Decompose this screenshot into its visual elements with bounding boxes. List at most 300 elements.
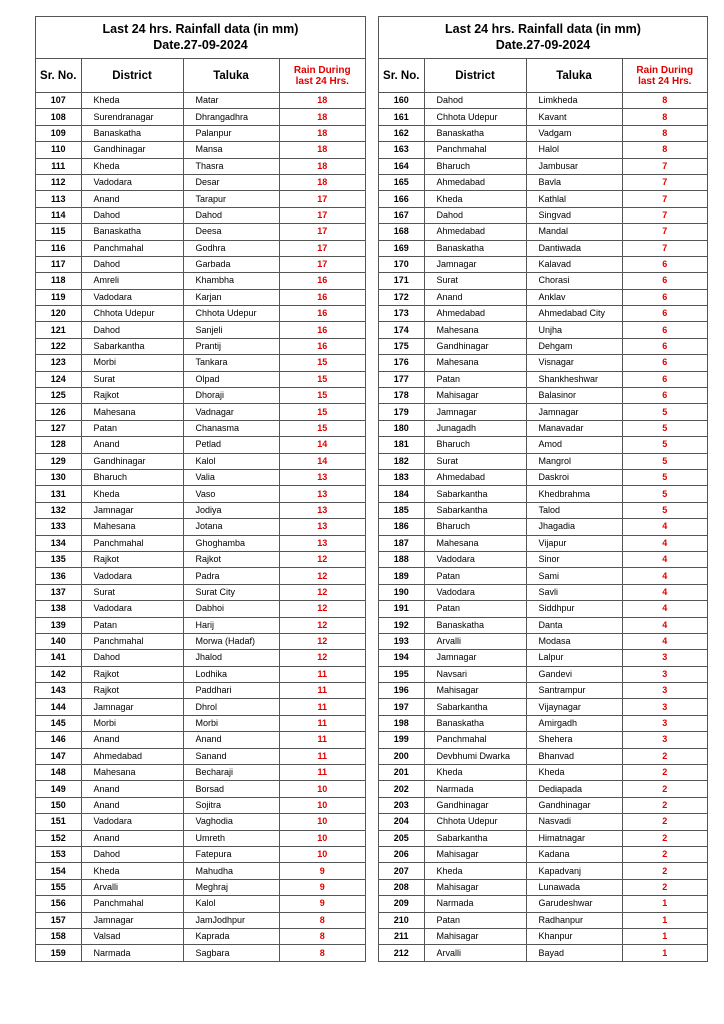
district-cell: Gandhinagar	[424, 797, 526, 813]
rain-cell: 13	[279, 502, 365, 518]
taluka-cell: Sinor	[526, 551, 622, 567]
taluka-cell: Chanasma	[183, 420, 279, 436]
taluka-cell: Dhrangadhra	[183, 109, 279, 125]
district-cell: Chhota Udepur	[424, 814, 526, 830]
table-row	[379, 732, 707, 748]
table-row	[379, 289, 707, 305]
sr-cell: 111	[36, 158, 81, 174]
sr-cell: 200	[379, 748, 424, 764]
rain-cell: 15	[279, 404, 365, 420]
table-row	[379, 912, 707, 928]
header-district: District	[81, 59, 183, 93]
rain-cell: 12	[279, 551, 365, 567]
table-row	[36, 502, 365, 518]
district-cell: Narmada	[424, 896, 526, 912]
table-row	[379, 256, 707, 272]
table-row	[36, 863, 365, 879]
sr-cell: 175	[379, 338, 424, 354]
district-cell: Patan	[81, 420, 183, 436]
taluka-cell: Dediapada	[526, 781, 622, 797]
taluka-cell: Kadana	[526, 846, 622, 862]
sr-cell: 185	[379, 502, 424, 518]
table-row	[379, 453, 707, 469]
taluka-cell: Vadgam	[526, 125, 622, 141]
taluka-cell: JamJodhpur	[183, 912, 279, 928]
district-cell: Sabarkantha	[424, 486, 526, 502]
district-cell: Dahod	[424, 207, 526, 223]
sr-cell: 139	[36, 617, 81, 633]
taluka-cell: Garudeshwar	[526, 896, 622, 912]
table-row	[36, 781, 365, 797]
sr-cell: 142	[36, 666, 81, 682]
taluka-cell: Kathlal	[526, 191, 622, 207]
table-row	[379, 502, 707, 518]
taluka-cell: Jhagadia	[526, 519, 622, 535]
table-row	[36, 928, 365, 944]
rain-cell: 6	[622, 355, 707, 371]
rain-cell: 12	[279, 584, 365, 600]
sr-cell: 134	[36, 535, 81, 551]
taluka-cell: Kalol	[183, 453, 279, 469]
sr-cell: 123	[36, 355, 81, 371]
rain-cell: 3	[622, 732, 707, 748]
table-row	[379, 928, 707, 944]
rain-cell: 10	[279, 830, 365, 846]
table-row	[36, 240, 365, 256]
table-row	[379, 93, 707, 109]
sr-cell: 158	[36, 928, 81, 944]
header-rain-line1: Rain During	[636, 64, 694, 76]
table-row	[379, 469, 707, 485]
table-row	[379, 797, 707, 813]
district-cell: Ahmedabad	[81, 748, 183, 764]
table-row	[36, 469, 365, 485]
table-row	[379, 699, 707, 715]
sr-cell: 204	[379, 814, 424, 830]
table-row	[36, 109, 365, 125]
rain-cell: 7	[622, 174, 707, 190]
rain-cell: 17	[279, 207, 365, 223]
taluka-cell: Paddhari	[183, 683, 279, 699]
table-row	[379, 142, 707, 158]
district-cell: Banaskatha	[424, 715, 526, 731]
sr-cell: 201	[379, 765, 424, 781]
district-cell: Dahod	[81, 650, 183, 666]
table-row	[36, 437, 365, 453]
rain-cell: 17	[279, 191, 365, 207]
sr-cell: 162	[379, 125, 424, 141]
table-row	[379, 814, 707, 830]
rain-cell: 2	[622, 846, 707, 862]
rain-cell: 7	[622, 191, 707, 207]
table-row	[379, 207, 707, 223]
table-row	[36, 158, 365, 174]
taluka-cell: Fatepura	[183, 846, 279, 862]
district-cell: Patan	[424, 371, 526, 387]
district-cell: Valsad	[81, 928, 183, 944]
district-cell: Morbi	[81, 715, 183, 731]
sr-cell: 150	[36, 797, 81, 813]
taluka-cell: Karjan	[183, 289, 279, 305]
table-row	[379, 584, 707, 600]
sr-cell: 198	[379, 715, 424, 731]
table-row	[379, 846, 707, 862]
table-row	[36, 797, 365, 813]
taluka-cell: Bayad	[526, 945, 622, 961]
district-cell: Bharuch	[424, 158, 526, 174]
right-table-body	[379, 93, 707, 961]
district-cell: Chhota Udepur	[424, 109, 526, 125]
left-table-body	[36, 93, 365, 961]
table-row	[36, 879, 365, 895]
taluka-cell: Chhota Udepur	[183, 306, 279, 322]
sr-cell: 151	[36, 814, 81, 830]
table-row	[36, 338, 365, 354]
district-cell: Banaskatha	[81, 224, 183, 240]
taluka-cell: Amod	[526, 437, 622, 453]
rain-cell: 17	[279, 256, 365, 272]
district-cell: Kheda	[81, 158, 183, 174]
left-title-block	[36, 17, 365, 59]
table-row	[379, 748, 707, 764]
district-cell: Ahmedabad	[424, 174, 526, 190]
header-taluka: Taluka	[526, 59, 622, 93]
table-row	[36, 322, 365, 338]
table-row	[379, 683, 707, 699]
district-cell: Amreli	[81, 273, 183, 289]
sr-cell: 163	[379, 142, 424, 158]
table-row	[379, 273, 707, 289]
header-rain-line1: Rain During	[293, 64, 351, 76]
table-row	[379, 765, 707, 781]
rain-cell: 10	[279, 814, 365, 830]
rain-cell: 18	[279, 158, 365, 174]
rain-cell: 2	[622, 830, 707, 846]
table-row	[379, 650, 707, 666]
district-cell: Banaskatha	[424, 240, 526, 256]
sr-cell: 113	[36, 191, 81, 207]
sr-cell: 181	[379, 437, 424, 453]
sr-cell: 110	[36, 142, 81, 158]
right-rainfall-table	[379, 59, 707, 961]
rain-cell: 13	[279, 486, 365, 502]
sr-cell: 212	[379, 945, 424, 961]
sr-cell: 197	[379, 699, 424, 715]
taluka-cell: Visnagar	[526, 355, 622, 371]
taluka-cell: Ghoghamba	[183, 535, 279, 551]
table-row	[379, 420, 707, 436]
sr-cell: 159	[36, 945, 81, 961]
rain-cell: 18	[279, 174, 365, 190]
rain-cell: 2	[622, 748, 707, 764]
sr-cell: 149	[36, 781, 81, 797]
rain-cell: 6	[622, 338, 707, 354]
district-cell: Vadodara	[81, 568, 183, 584]
rain-cell: 8	[622, 125, 707, 141]
rain-cell: 15	[279, 355, 365, 371]
rain-cell: 10	[279, 797, 365, 813]
taluka-cell: Jotana	[183, 519, 279, 535]
rain-cell: 16	[279, 338, 365, 354]
rain-cell: 6	[622, 371, 707, 387]
district-cell: Sabarkantha	[81, 338, 183, 354]
sr-cell: 133	[36, 519, 81, 535]
rain-cell: 5	[622, 486, 707, 502]
table-row	[36, 125, 365, 141]
taluka-cell: Tarapur	[183, 191, 279, 207]
sr-cell: 196	[379, 683, 424, 699]
sr-cell: 147	[36, 748, 81, 764]
sr-cell: 130	[36, 469, 81, 485]
taluka-cell: Vaso	[183, 486, 279, 502]
district-cell: Jamnagar	[81, 912, 183, 928]
taluka-cell: Lunawada	[526, 879, 622, 895]
rain-cell: 2	[622, 781, 707, 797]
table-row	[379, 633, 707, 649]
rain-cell: 6	[622, 273, 707, 289]
rain-cell: 7	[622, 158, 707, 174]
district-cell: Kheda	[81, 93, 183, 109]
taluka-cell: Unjha	[526, 322, 622, 338]
rain-cell: 16	[279, 322, 365, 338]
taluka-cell: Tankara	[183, 355, 279, 371]
taluka-cell: Dehgam	[526, 338, 622, 354]
rain-cell: 1	[622, 896, 707, 912]
sr-cell: 176	[379, 355, 424, 371]
rain-cell: 12	[279, 601, 365, 617]
district-cell: Jamnagar	[424, 650, 526, 666]
district-cell: Anand	[81, 732, 183, 748]
taluka-cell: Chorasi	[526, 273, 622, 289]
sr-cell: 117	[36, 256, 81, 272]
rain-cell: 7	[622, 240, 707, 256]
rain-cell: 15	[279, 371, 365, 387]
rain-cell: 8	[279, 912, 365, 928]
rain-cell: 9	[279, 863, 365, 879]
rain-cell: 3	[622, 666, 707, 682]
district-cell: Jamnagar	[81, 699, 183, 715]
rain-cell: 13	[279, 519, 365, 535]
taluka-cell: Sanjeli	[183, 322, 279, 338]
table-row	[36, 289, 365, 305]
rain-cell: 12	[279, 633, 365, 649]
table-row	[36, 207, 365, 223]
sr-cell: 119	[36, 289, 81, 305]
sr-cell: 166	[379, 191, 424, 207]
rain-cell: 5	[622, 453, 707, 469]
rain-cell: 11	[279, 732, 365, 748]
sr-cell: 183	[379, 469, 424, 485]
rain-cell: 4	[622, 584, 707, 600]
rain-cell: 6	[622, 306, 707, 322]
rain-cell: 4	[622, 617, 707, 633]
rain-cell: 14	[279, 437, 365, 453]
district-cell: Devbhumi Dwarka	[424, 748, 526, 764]
district-cell: Chhota Udepur	[81, 306, 183, 322]
table-row	[379, 224, 707, 240]
rain-cell: 3	[622, 699, 707, 715]
left-rainfall-table	[36, 59, 365, 961]
sr-cell: 203	[379, 797, 424, 813]
sr-cell: 169	[379, 240, 424, 256]
district-cell: Dahod	[81, 256, 183, 272]
taluka-cell: Anklav	[526, 289, 622, 305]
table-row	[379, 519, 707, 535]
rain-cell: 11	[279, 699, 365, 715]
sr-cell: 184	[379, 486, 424, 502]
table-row	[36, 814, 365, 830]
rain-cell: 6	[622, 322, 707, 338]
district-cell: Rajkot	[81, 388, 183, 404]
taluka-cell: Limkheda	[526, 93, 622, 109]
district-cell: Mahesana	[424, 535, 526, 551]
table-row	[36, 650, 365, 666]
rain-cell: 3	[622, 683, 707, 699]
rain-cell: 18	[279, 142, 365, 158]
sr-cell: 118	[36, 273, 81, 289]
table-row	[379, 666, 707, 682]
district-cell: Patan	[81, 617, 183, 633]
taluka-cell: Olpad	[183, 371, 279, 387]
taluka-cell: Dabhoi	[183, 601, 279, 617]
table-row	[36, 912, 365, 928]
rain-cell: 17	[279, 240, 365, 256]
rain-cell: 6	[622, 289, 707, 305]
header-district: District	[424, 59, 526, 93]
district-cell: Morbi	[81, 355, 183, 371]
taluka-cell: Khedbrahma	[526, 486, 622, 502]
rain-cell: 2	[622, 765, 707, 781]
table-row	[36, 535, 365, 551]
taluka-cell: Shankheshwar	[526, 371, 622, 387]
table-row	[36, 683, 365, 699]
taluka-cell: Harij	[183, 617, 279, 633]
sr-cell: 107	[36, 93, 81, 109]
sr-cell: 122	[36, 338, 81, 354]
district-cell: Jamnagar	[424, 404, 526, 420]
taluka-cell: Amirgadh	[526, 715, 622, 731]
rain-cell: 4	[622, 551, 707, 567]
sr-cell: 124	[36, 371, 81, 387]
taluka-cell: Santrampur	[526, 683, 622, 699]
sr-cell: 178	[379, 388, 424, 404]
district-cell: Anand	[81, 830, 183, 846]
sr-cell: 109	[36, 125, 81, 141]
table-row	[36, 224, 365, 240]
district-cell: Vadodara	[81, 814, 183, 830]
table-row	[36, 748, 365, 764]
taluka-cell: Balasinor	[526, 388, 622, 404]
taluka-cell: Lodhika	[183, 666, 279, 682]
table-row	[379, 437, 707, 453]
rain-cell: 6	[622, 388, 707, 404]
taluka-cell: Vadnagar	[183, 404, 279, 420]
taluka-cell: Sami	[526, 568, 622, 584]
district-cell: Kheda	[424, 191, 526, 207]
district-cell: Patan	[424, 568, 526, 584]
taluka-cell: Palanpur	[183, 125, 279, 141]
taluka-cell: Vijapur	[526, 535, 622, 551]
sr-cell: 120	[36, 306, 81, 322]
taluka-cell: Dantiwada	[526, 240, 622, 256]
table-row	[379, 404, 707, 420]
district-cell: Rajkot	[81, 666, 183, 682]
district-cell: Mahisagar	[424, 879, 526, 895]
taluka-cell: Vaghodia	[183, 814, 279, 830]
district-cell: Arvalli	[424, 945, 526, 961]
district-cell: Dahod	[424, 93, 526, 109]
rain-cell: 12	[279, 617, 365, 633]
table-row	[36, 617, 365, 633]
sr-cell: 138	[36, 601, 81, 617]
rain-cell: 16	[279, 273, 365, 289]
sr-cell: 157	[36, 912, 81, 928]
taluka-cell: Talod	[526, 502, 622, 518]
rain-cell: 4	[622, 633, 707, 649]
taluka-cell: Kaprada	[183, 928, 279, 944]
district-cell: Jamnagar	[81, 502, 183, 518]
sr-cell: 174	[379, 322, 424, 338]
taluka-cell: Sagbara	[183, 945, 279, 961]
sr-cell: 148	[36, 765, 81, 781]
rain-cell: 5	[622, 469, 707, 485]
table-row	[379, 863, 707, 879]
right-rainfall-panel	[378, 16, 708, 962]
sr-cell: 137	[36, 584, 81, 600]
sr-cell: 128	[36, 437, 81, 453]
district-cell: Panchmahal	[81, 896, 183, 912]
sr-cell: 129	[36, 453, 81, 469]
district-cell: Vadodara	[424, 551, 526, 567]
rain-cell: 3	[622, 715, 707, 731]
taluka-cell: Savli	[526, 584, 622, 600]
district-cell: Panchmahal	[424, 732, 526, 748]
district-cell: Anand	[81, 797, 183, 813]
district-cell: Vadodara	[424, 584, 526, 600]
taluka-cell: Godhra	[183, 240, 279, 256]
taluka-cell: Becharaji	[183, 765, 279, 781]
taluka-cell: Garbada	[183, 256, 279, 272]
rain-cell: 5	[622, 404, 707, 420]
district-cell: Mahesana	[424, 355, 526, 371]
rain-cell: 11	[279, 765, 365, 781]
district-cell: Panchmahal	[424, 142, 526, 158]
taluka-cell: Singvad	[526, 207, 622, 223]
sr-cell: 145	[36, 715, 81, 731]
sr-cell: 140	[36, 633, 81, 649]
sr-cell: 127	[36, 420, 81, 436]
taluka-cell: Morwa (Hadaf)	[183, 633, 279, 649]
district-cell: Narmada	[424, 781, 526, 797]
district-cell: Gandhinagar	[81, 142, 183, 158]
sr-cell: 171	[379, 273, 424, 289]
table-row	[379, 240, 707, 256]
table-row	[36, 830, 365, 846]
district-cell: Panchmahal	[81, 240, 183, 256]
sr-cell: 108	[36, 109, 81, 125]
rain-cell: 7	[622, 224, 707, 240]
taluka-cell: Jambusar	[526, 158, 622, 174]
taluka-cell: Siddhpur	[526, 601, 622, 617]
table-row	[36, 355, 365, 371]
right-title: Last 24 hrs. Rainfall data (in mm)	[445, 22, 641, 36]
table-row	[36, 945, 365, 961]
rain-cell: 1	[622, 945, 707, 961]
rain-cell: 2	[622, 814, 707, 830]
district-cell: Surendranagar	[81, 109, 183, 125]
rain-cell: 2	[622, 879, 707, 895]
header-rain	[622, 59, 707, 93]
